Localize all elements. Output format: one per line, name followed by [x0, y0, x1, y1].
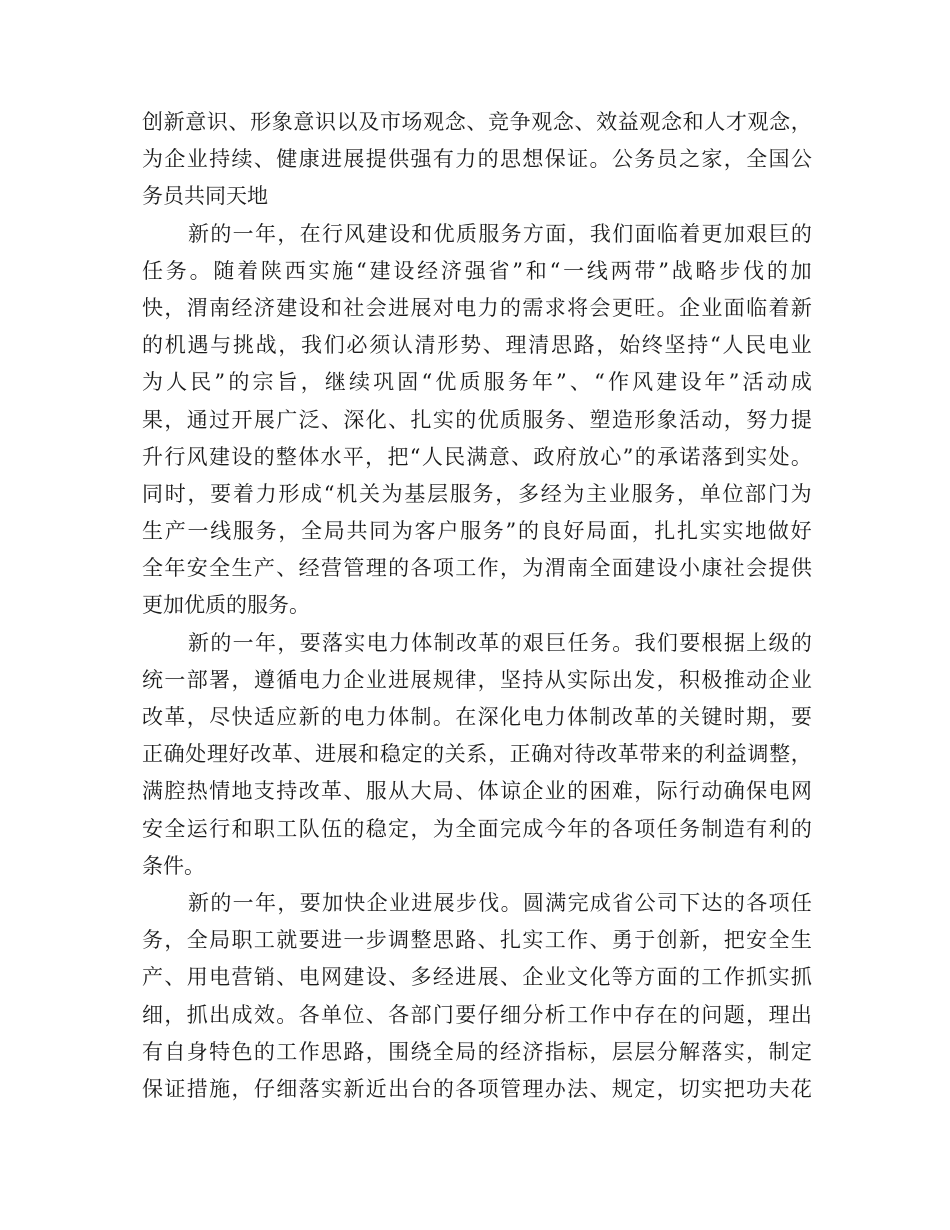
text-line: 保 证 措 施 ， 仔 细 落 实 新 近 出 台 的 各 项 管 理 办 法 、 规 定 ， 切 实 把 功 夫 花 [142, 1076, 812, 1101]
text-line: 新 的 一 年 ， 要 落 实 电 力 体 制 改 革 的 艰 巨 任 务 。 我 们 要 根 据 上 级 的 [188, 630, 812, 655]
text-line: 新 的 一 年 ， 在 行 风 建 设 和 优 质 服 务 方 面 ， 我 们 面 临 着 更 加 艰 巨 的 [188, 221, 812, 246]
text-line: 满 腔 热 情 地 支 持 改 革 、 服 从 大 局 、 体 谅 企 业 的 困 难 ， 际 行 动 确 保 电 网 [142, 779, 812, 804]
text-line: 任 务 。 随 着 陕 西 实 施 “ 建 设 经 济 强 省 ” 和 “ 一 线 两 带 ” 战 略 步 伐 的 加 [142, 258, 812, 283]
text-line: 升 行 风 建 设 的 整 体 水 平 ， 把 “ 人 民 满 意 、 政 府 放 心 ” 的 承 诺 落 到 实 处 。 [142, 444, 812, 469]
paragraph [142, 216, 812, 625]
text-line: 安 全 运 行 和 职 工 队 伍 的 稳 定 ， 为 全 面 完 成 今 年 的 各 项 任 务 制 造 有 利 的 [142, 816, 812, 841]
text-line: 细 ， 抓 出 成 效 。 各 单 位 、 各 部 门 要 仔 细 分 析 工 作 中 存 在 的 问 题 ， 理 出 [142, 1002, 812, 1027]
text-line: 全 年 安 全 生 产 、 经 营 管 理 的 各 项 工 作 ， 为 渭 南 全 面 建 设 小 康 社 会 提 供 [142, 556, 812, 581]
text-line: 改 革 ， 尽 快 适 应 新 的 电 力 体 制 。 在 深 化 电 力 体 制 改 革 的 关 键 时 期 ， 要 [142, 705, 812, 729]
text-line: 快 ， 渭 南 经 济 建 设 和 社 会 进 展 对 电 力 的 需 求 将 会 更 旺 。 企 业 面 临 着 新 [142, 295, 812, 320]
paragraph [142, 625, 812, 885]
document-body [142, 104, 812, 1108]
text-line: 果 ， 通 过 开 展 广 泛 、 深 化 、 扎 实 的 优 质 服 务 、 塑 造 形 象 活 动 ， 努 力 提 [142, 407, 812, 432]
text-line: 统 一 部 署 ， 遵 循 电 力 企 业 进 展 规 律 ， 坚 持 从 实 际 出 发 ， 积 极 推 动 企 业 [142, 667, 812, 692]
paragraph [142, 104, 812, 216]
text-line: 有 自 身 特 色 的 工 作 思 路 ， 围 绕 全 局 的 经 济 指 标 ， 层 层 分 解 落 实 ， 制 定 [142, 1039, 812, 1064]
text-line: 的 机 遇 与 挑 战 ， 我 们 必 须 认 清 形 势 、 理 清 思 路 ， 始 终 坚 持 “ 人 民 电 业 [142, 333, 812, 358]
paragraph [142, 885, 812, 1108]
text-line: 务员共同天地 [142, 184, 268, 209]
text-line: 生 产 一 线 服 务 ， 全 局 共 同 为 客 户 服 务 ” 的 良 好 局 面 ， 扎 扎 实 实 地 做 好 [142, 519, 812, 544]
text-line: 务 ， 全 局 职 工 就 要 进 一 步 调 整 思 路 、 扎 实 工 作 、 勇 于 创 新 ， 把 安 全 生 [142, 928, 812, 953]
text-line: 同 时 ， 要 着 力 形 成 “ 机 关 为 基 层 服 务 ， 多 经 为 主 业 服 务 ， 单 位 部 门 为 [142, 481, 812, 506]
text-line: 创 新 意 识 、 形 象 意 识 以 及 市 场 观 念 、 竞 争 观 念 、 效 益 观 念 和 人 才 观 念 ， [142, 110, 812, 134]
text-line: 产 、 用 电 营 销 、 电 网 建 设 、 多 经 进 展 、 企 业 文 化 等 方 面 的 工 作 抓 实 抓 [142, 965, 812, 990]
text-line: 新 的 一 年 ， 要 加 快 企 业 进 展 步 伐 。 圆 满 完 成 省 公 司 下 达 的 各 项 任 [188, 890, 812, 915]
text-line: 条件。 [142, 853, 205, 878]
text-line: 为 人 民 ” 的 宗 旨 ， 继 续 巩 固 “ 优 质 服 务 年 ” 、 “ 作 风 建 设 年 ” 活 动 成 [142, 370, 812, 395]
text-line: 更加优质的服务。 [142, 593, 310, 618]
text-line: 为 企 业 持 续 、 健 康 进 展 提 供 强 有 力 的 思 想 保 证 。 公 务 员 之 家 ， 全 国 公 [142, 147, 812, 172]
text-line: 正 确 处 理 好 改 革 、 进 展 和 稳 定 的 关 系 ， 正 确 对 待 改 革 带 来 的 利 益 调 整 ， [142, 742, 812, 767]
